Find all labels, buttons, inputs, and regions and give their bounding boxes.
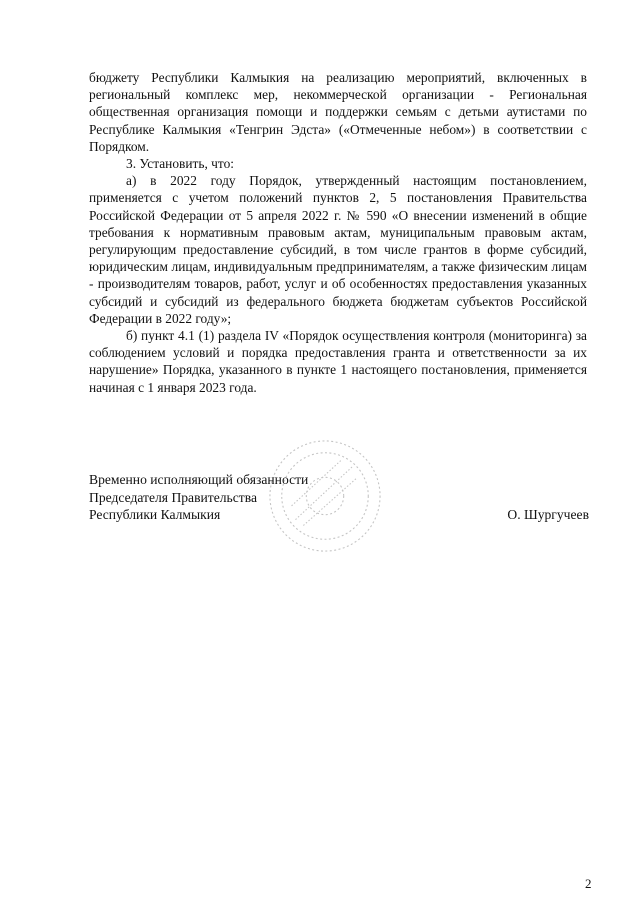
- signatory-position-line-1: Временно исполняющий обязанности: [89, 472, 309, 487]
- signatory-position-line-3: Республики Калмыкия: [89, 507, 221, 522]
- signature-block: [89, 471, 589, 524]
- signatory-position-line-2: Председателя Правительства: [89, 489, 257, 505]
- signatory-name: О. Шургучеев: [507, 507, 589, 522]
- paragraph-budget-continuation: бюджету Республики Калмыкия на реализацию мероприятий, включенных в региональный комплекс мер, некоммерческой организации - Региональная общественная организация помощи и поддержки семьям с детьми аутистами по Республике Калмыкия «Тенгрин Эдста» («Отмеченные небом») в соответствии с Порядком.: [89, 70, 587, 154]
- document-body: [89, 69, 587, 396]
- page-number: 2: [585, 876, 592, 891]
- paragraph-subitem-a: а) в 2022 году Порядок, утвержденный настоящим постановлением, применяется с учетом положений пунктов 2, 5 постановления Правительства Российской Федерации от 5 апреля 2022 г. № 590 «О внесении изменений в общие требования к нормативным правовым актам, муниципальным правовым актам, регулирующим предоставление субсидий, в том числе грантов в форме субсидий, юридическим лицам, индивидуальным предпринимателям, а также физическим лицам - производителям товаров, работ, услуг и об особенностях предоставления указанных субсидий и субсидий из федерального бюджета бюджетам субъектов Российской Федерации в 2022 году»;: [89, 173, 587, 326]
- paragraph-item-3: 3. Установить, что:: [126, 156, 234, 172]
- paragraph-subitem-b: б) пункт 4.1 (1) раздела IV «Порядок осуществления контроля (мониторинга) за соблюдением условий и порядка предоставления гранта и ответственности за их нарушение» Порядка, указанного в пункте 1 настоящего постановления, применяется начиная с 1 января 2023 года.: [89, 328, 587, 395]
